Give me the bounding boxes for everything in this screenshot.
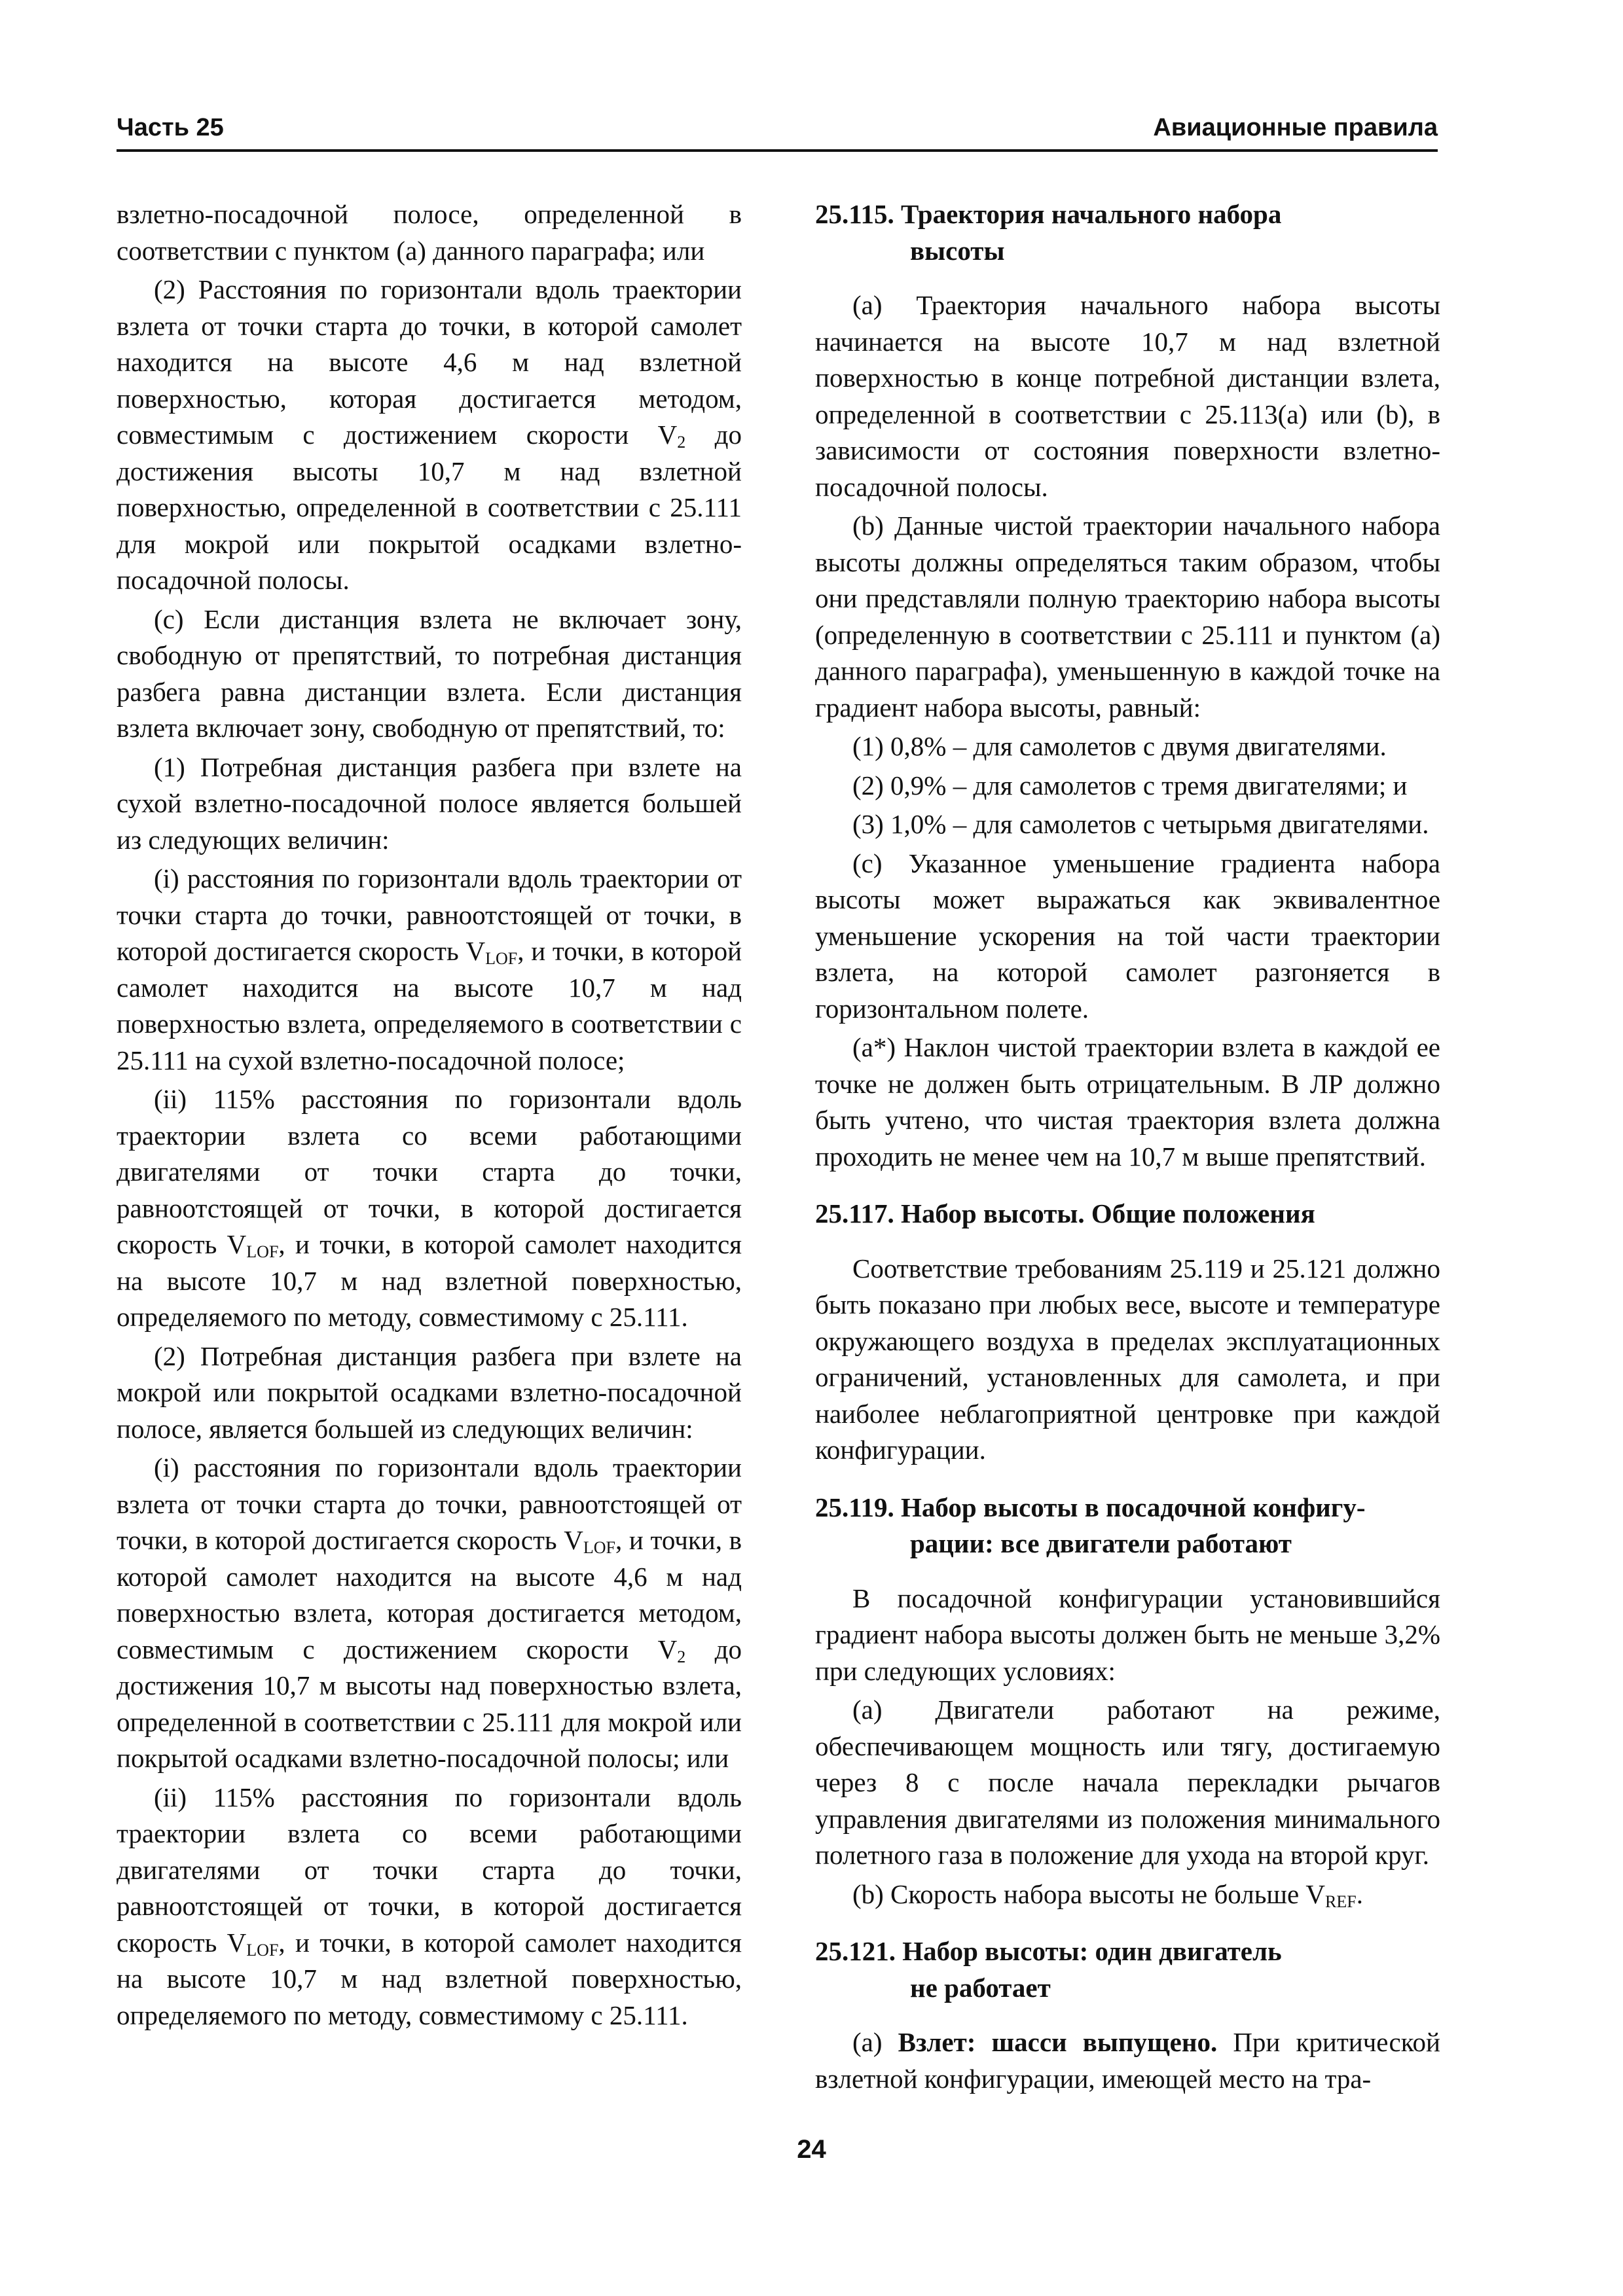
- paragraph: (b) Скорость набора высоты не больше $V_{REF}$.: [852, 1878, 1363, 1911]
- paragraph: (ii) 115% расстояния по горизонтали вдоль траектории взлета со всеми работающими двигателями от точки старта до точки, равноотстоящей от точки, в которой достигается скорость $V_{LOF}$, и точки, в которой самолет находится на высоте 10,7 м над взлетной поверхностью, определяемого по методу, совместимому с 25.111.: [117, 1782, 742, 2030]
- left-column: [117, 196, 742, 2036]
- paragraph: В посадочной конфигурации установившийся градиент набора высоты должен быть не меньше 3,2% при следующих условиях:: [815, 1583, 1440, 1686]
- paragraph: (1) Потребная дистанция разбега при взлете на сухой взлетно-посадочной полосе является большей из следующих величин:: [117, 751, 742, 855]
- paragraph: (c) Если дистанция взлета не включает зону, свободную от препятствий, то потребная дистанция разбега равна дистанции взлета. Если дистанция взлета включает зону, свободную от препятствий, то:: [117, 603, 742, 743]
- paragraph: (ii) 115% расстояния по горизонтали вдоль траектории взлета со всеми работающими двигателями от точки старта до точки, равноотстоящей от точки, в которой достигается скорость $V_{LOF}$, и точки, в которой самолет находится на высоте 10,7 м над взлетной поверхностью, определяемого по методу, совместимому с 25.111.: [117, 1084, 742, 1332]
- section-heading-25-115: 25.115. Траектория начального набора высоты: [815, 199, 1282, 266]
- paragraph: (a) Двигатели работают на режиме, обеспечивающем мощность или тягу, достигаемую через 8 с после начала перекладки рычагов управления двигателями из положения минимального полетного газа в положение для ухода на второй круг.: [815, 1695, 1440, 1870]
- paragraph: (2) Расстояния по горизонтали вдоль траектории взлета от точки старта до точки, в которой самолет находится на высоте 4,6 м над взлетной поверхностью, которая достигается методом, совместимым с достижением скорости $V_2$ до достижения высоты 10,7 м над взлетной поверхностью, определенной в соответствии с 25.111 для мокрой или покрытой осадками взлетно-посадочной полосы.: [117, 274, 742, 595]
- paragraph: (i) расстояния по горизонтали вдоль траектории от точки старта до точки, равноотстоящей от точки, в которой достигается скорость $V_{LOF}$, и точки, в которой самолет находится на высоте 10,7 м над поверхностью взлета, определяемого в соответствии с 25.111 на сухой взлетно-посадочной полосе;: [117, 863, 742, 1075]
- paragraph: (a) Траектория начального набора высоты начинается на высоте 10,7 м над взлетной поверхностью в конце потребной дистанции взлета, определенной в соответствии с 25.113(а) или (b), в зависимости от состояния поверхности взлетно-посадочной полосы.: [815, 290, 1440, 502]
- page-number: 24: [797, 2135, 826, 2164]
- list-item: (3) 1,0% – для самолетов с четырьмя двигателями.: [852, 809, 1429, 839]
- paragraph: взлетно-посадочной полосе, определенной в соответствии с пунктом (а) данного параграфа; или: [117, 199, 742, 266]
- list-item: (2) 0,9% – для самолетов с тремя двигателями; и: [852, 770, 1408, 800]
- paragraph: Соответствие требованиям 25.119 и 25.121 должно быть показано при любых весе, высоте и температуре окружающего воздуха в пределах эксплуатационных ограничений, установленных для самолета, и при наиболее неблагоприятной центровке при каждой конфигурации.: [815, 1253, 1440, 1465]
- paragraph: (b) Данные чистой траектории начального набора высоты должны определяться таким образом, чтобы они представляли полную траекторию набора высоты (определенную в соответствии с 25.111 и пунктом (а) данного параграфа), уменьшенную в каждой точке на градиент набора высоты, равный:: [815, 511, 1440, 723]
- right-column: [815, 196, 1440, 2100]
- paragraph: (a) Взлет: шасси выпущено. При критической взлетной конфигурации, имеющей место на тра-: [815, 2027, 1440, 2094]
- paragraph: (2) Потребная дистанция разбега при взлете на мокрой или покрытой осадками взлетно-посадочной полосе, является большей из следующих величин:: [117, 1340, 742, 1444]
- section-heading-25-119: 25.119. Набор высоты в посадочной конфигу- рации: все двигатели работают: [815, 1492, 1366, 1558]
- part-label: Часть 25: [117, 114, 224, 141]
- document-title: Авиационные правила: [1153, 114, 1438, 141]
- running-header: [117, 109, 1438, 152]
- list-item: (1) 0,8% – для самолетов с двумя двигателями.: [852, 731, 1387, 761]
- section-heading-25-117: 25.117. Набор высоты. Общие положения: [815, 1198, 1315, 1229]
- paragraph: (а*) Наклон чистой траектории взлета в каждой ее точке не должен быть отрицательным. В ЛР должно быть учтено, что чистая траектория взлета должна проходить не менее чем на 10,7 м выше препятствий.: [815, 1032, 1440, 1172]
- paragraph: (c) Указанное уменьшение градиента набора высоты может выражаться как эквивалентное уменьшение ускорения на той части траектории взлета, на которой самолет разгоняется в горизонтальном полете.: [815, 848, 1440, 1024]
- paragraph: (i) расстояния по горизонтали вдоль траектории взлета от точки старта до точки, равноотстоящей от точки, в которой достигается скорость $V_{LOF}$, и точки, в которой самолет находится на высоте 4,6 м над поверхностью взлета, которая достигается методом, совместимым с достижением скорости $V_2$ до достижения 10,7 м высоты над поверхностью взлета, определенной в соответствии с 25.111 для мокрой или покрытой осадками взлетно-посадочной полосы; или: [117, 1452, 742, 1773]
- section-heading-25-121: 25.121. Набор высоты: один двигатель не работает: [815, 1936, 1282, 2003]
